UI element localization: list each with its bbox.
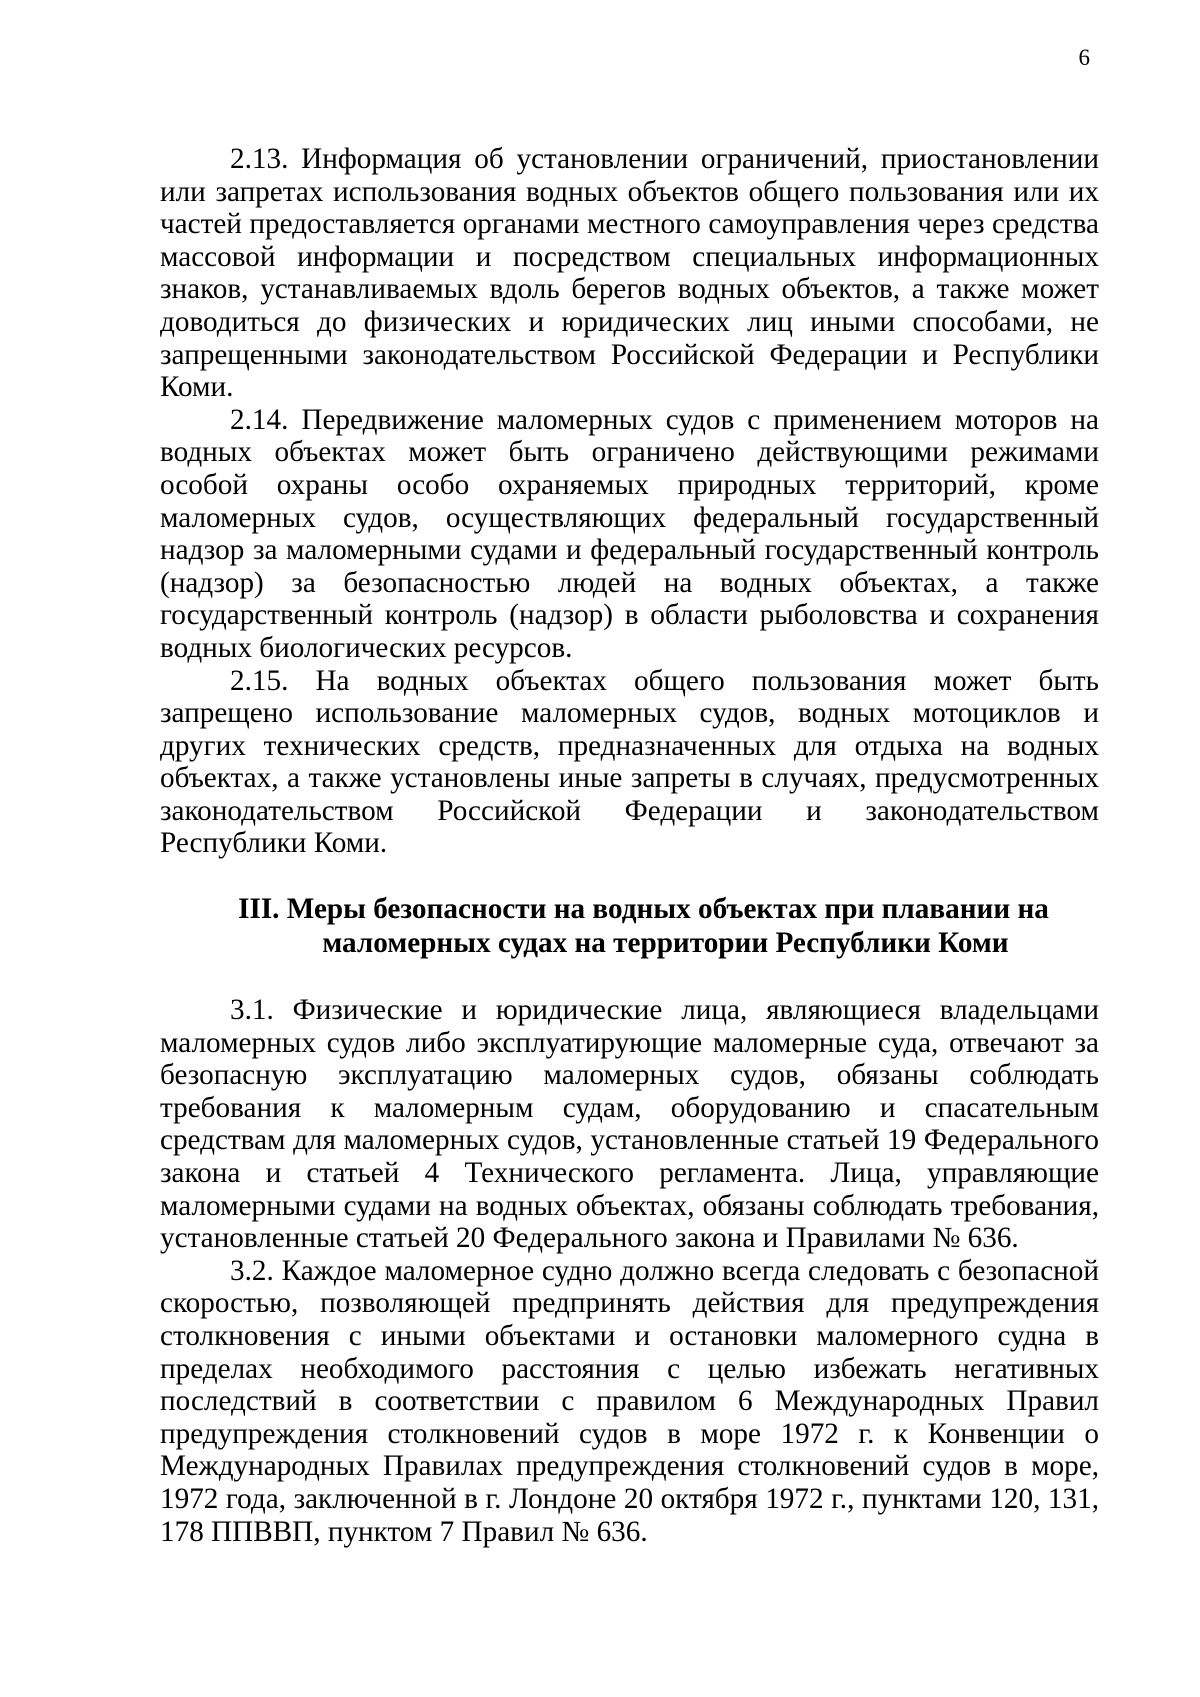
section-title-line-1: III. Меры безопасности на водных объектах при плавании на [238,893,1049,926]
paragraph-3-2: 3.2. Каждое маломерное судно должно всегда следовать с безопасной скоростью, позволяющей предпринять действия для предупреждения столкновения с иными объектами и остановки маломерного судна в пределах необходимого расстояния с целью избежать негативных последствий в соответствии с правилом 6 Международных Правил предупреждения столкновений судов в море 1972 г. к Конвенции о Международных Правилах предупреждения столкновений судов в море, 1972 года, заключенной в г. Лондоне 20 октября 1972 г., пунктами 120, 131, 178 ППВВП, пунктом 7 Правил № 636. [160,1254,1099,1548]
document-body [160,143,1099,1548]
paragraph-2-13: 2.13. Информация об установлении ограничений, приостановлении или запретах использования водных объектов общего пользования или их частей предоставляется органами местного самоуправления через средства массовой информации и посредством специальных информационных знаков, устанавливаемых вдоль берегов водных объектов, а также может доводиться до физических и юридических лиц иными способами, не запрещенными законодательством Российской Федерации и Республики Коми. [160,143,1099,404]
section-title [160,892,1099,960]
paragraph-2-15: 2.15. На водных объектах общего пользования может быть запрещено использование маломерных судов, водных мотоциклов и других технических средств, предназначенных для отдыха на водных объектах, а также установлены иные запреты в случаях, предусмотренных законодательством Российской Федерации и законодательством Республики Коми. [160,664,1099,860]
paragraph-3-1: 3.1. Физические и юридические лица, являющиеся владельцами маломерных судов либо эксплуатирующие маломерные суда, отвечают за безопасную эксплуатацию маломерных судов, обязаны соблюдать требования к маломерным судам, оборудованию и спасательным средствам для маломерных судов, установленные статьей 19 Федерального закона и статьей 4 Технического регламента. Лица, управляющие маломерными судами на водных объектах, обязаны соблюдать требования, установленные статьей 20 Федерального закона и Правилами № 636. [160,994,1099,1255]
section-title-line-2: маломерных судах на территории Республики Коми [322,927,1009,960]
page-number: 6 [1078,45,1090,70]
paragraph-2-14: 2.14. Передвижение маломерных судов с применением моторов на водных объектах может быть ограничено действующими режимами особой охраны особо охраняемых природных территорий, кроме маломерных судов, осуществляющих федеральный государственный надзор за маломерными судами и федеральный государственный контроль (надзор) за безопасностью людей на водных объектах, а также государственный контроль (надзор) в области рыболовства и сохранения водных биологических ресурсов. [160,403,1099,664]
